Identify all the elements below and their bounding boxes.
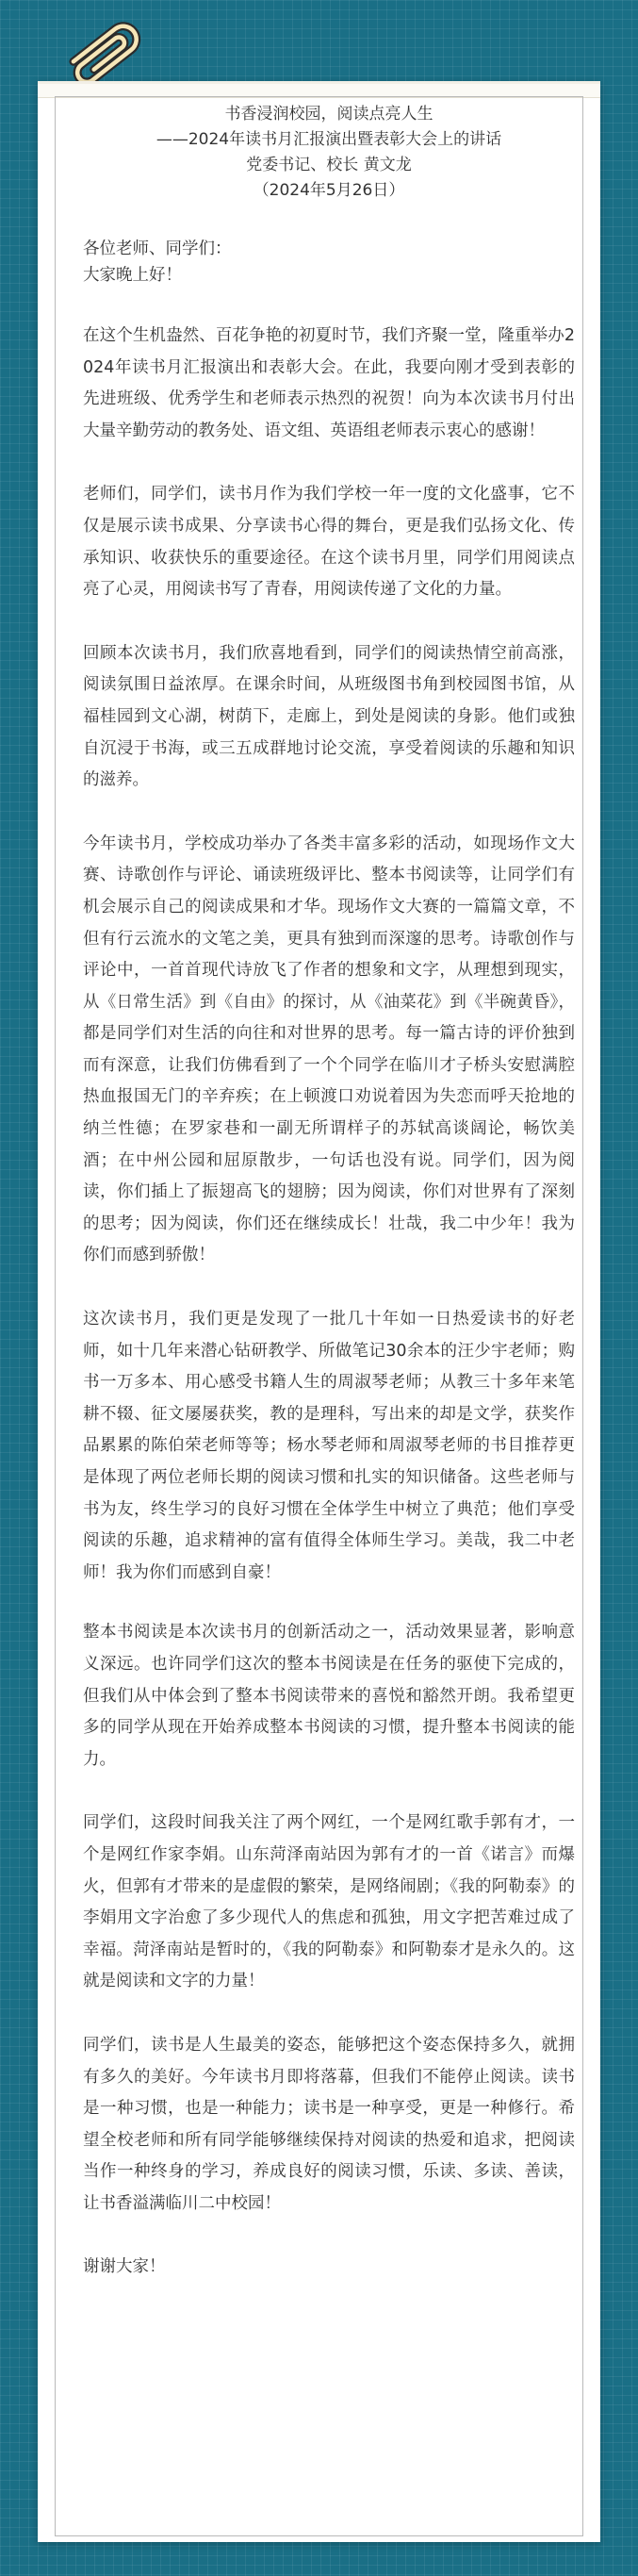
paragraph: 这次读书月，我们更是发现了一批几十年如一日热爱读书的好老师，如十几年来潜心钻研教学、所做笔记30余本的汪少宇老师；购书一万多本、用心感受书籍人生的周淑琴老师；从教三十多年来笔耕不辍、征文屡屡获奖，教的是理科，写出来的却是文学，获奖作品累累的陈伯荣老师等等；杨水琴老师和周淑琴老师的书目推荐更是体现了两位老师长期的阅读习惯和扎实的知识储备。这些老师与书为友，终生学习的良好习惯在全体学生中树立了典范；他们享受阅读的乐趣，追求精神的富有值得全体师生学习。美哉，我二中老师！我为你们而感到自豪！ (83, 1310, 575, 1582)
document-paper (38, 81, 600, 2542)
paragraph: 整本书阅读是本次读书月的创新活动之一，活动效果显著，影响意义深远。也许同学们这次的整本书阅读是在任务的驱使下完成的，但我们从中体会到了整本书阅读带来的喜悦和豁然开朗。我希望更多的同学从现在开始养成整本书阅读的习惯，提升整本书阅读的能力。 (83, 1623, 575, 1769)
greeting-salutation: 各位老师、同学们： (83, 239, 232, 258)
document-content (83, 102, 575, 2284)
speaker-line: 党委书记、校长 黄文龙 (246, 156, 412, 174)
paragraph: 回顾本次读书月，我们欣喜地看到，同学们的阅读热情空前高涨，阅读氛围日益浓厚。在课余时间，从班级图书角到校园图书馆，从福桂园到文心湖，树荫下，走廊上，到处是阅读的身影。他们或独自沉浸于书海，或三五成群地讨论交流，享受着阅读的乐趣和知识的滋养。 (83, 643, 575, 790)
greeting (83, 236, 575, 289)
greeting-opening: 大家晚上好！ (83, 266, 182, 285)
paperclip-icon (47, 2, 141, 89)
paragraph: 同学们，这段时间我关注了两个网红，一个是网红歌手郭有才，一个是网红作家李娟。山东菏泽南站因为郭有才的一首《诺言》而爆火，但郭有才带来的是虚假的繁荣，是网络闹剧；《我的阿勒泰》的李娟用文字治愈了多少现代人的焦虑和孤独，用文字把苦难过成了幸福。菏泽南站是暂时的，《我的阿勒泰》和阿勒泰才是永久的。这就是阅读和文字的力量！ (83, 1813, 575, 1991)
document-subtitle: ——2024年读书月汇报演出暨表彰大会上的讲话 (155, 130, 502, 149)
closing-line: 谢谢大家！ (83, 2257, 166, 2277)
title-block (83, 102, 575, 204)
paragraph: 同学们，读书是人生最美的姿态，能够把这个姿态保持多久，就拥有多久的美好。今年读书月即将落幕，但我们不能停止阅读。读书是一种习惯，也是一种能力；读书是一种享受，更是一种修行。希望全校老师和所有同学能够继续保持对阅读的热爱和追求，把阅读当作一种终身的学习，养成良好的阅读习惯，乐读、多读、善读，让书香溢满临川二中校园！ (83, 2035, 575, 2213)
document-title: 书香浸润校园，阅读点亮人生 (224, 105, 434, 124)
speech-date: （2024年5月26日） (253, 181, 405, 200)
paragraph: 老师们，同学们，读书月作为我们学校一年一度的文化盛事，它不仅是展示读书成果、分享读书心得的舞台，更是我们弘扬文化、传承知识、收获快乐的重要途径。在这个读书月里，同学们用阅读点亮了心灵，用阅读书写了青春，用阅读传递了文化的力量。 (83, 485, 575, 600)
paragraph: 在这个生机盎然、百花争艳的初夏时节，我们齐聚一堂，隆重举办2024年读书月汇报演出和表彰大会。在此，我要向刚才受到表彰的先进班级、优秀学生和老师表示热烈的祝贺！向为本次读书月付出大量辛勤劳动的教务处、语文组、英语组老师表示衷心的感谢！ (83, 326, 575, 440)
paragraph: 今年读书月，学校成功举办了各类丰富多彩的活动，如现场作文大赛、诗歌创作与评论、诵读班级评比、整本书阅读等，让同学们有机会展示自己的阅读成果和才华。现场作文大赛的一篇篇文章，不但有行云流水的文笔之美，更具有独到而深邃的思考。诗歌创作与评论中，一首首现代诗放飞了作者的想象和文字，从理想到现实，从《日常生活》到《自由》的探讨，从《油菜花》到《半碗黄昏》，都是同学们对生活的向往和对世界的思考。每一篇古诗的评价独到而有深意，让我们仿佛看到了一个个同学在临川才子桥头安慰满腔热血报国无门的辛弃疾；在上顿渡口劝说着因为失恋而呼天抢地的纳兰性德；在罗家巷和一副无所谓样子的苏轼高谈阔论，畅饮美酒；在中州公园和屈原散步，一句话也没有说。同学们，因为阅读，你们插上了振翅高飞的翅膀；因为阅读，你们对世界有了深刻的思考；因为阅读，你们还在继续成长！壮哉，我二中少年！我为你们而感到骄傲！ (83, 834, 575, 1265)
